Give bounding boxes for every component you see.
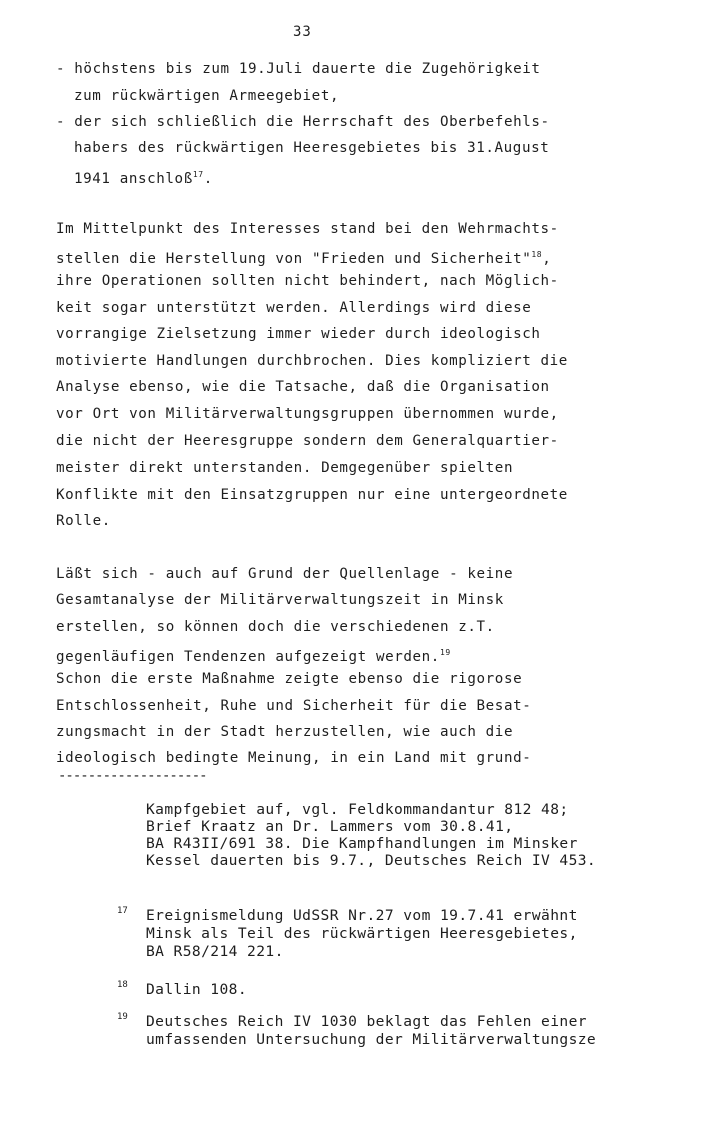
text-line: habers des rückwärtigen Heeresgebietes bis 31.August	[74, 140, 550, 156]
text-line: motivierte Handlungen durchbrochen. Dies kompliziert die	[56, 353, 568, 369]
footnote-line: Minsk als Teil des rückwärtigen Heeresgebietes,	[146, 925, 578, 942]
text-line: vorrangige Zielsetzung immer wieder durch ideologisch	[56, 326, 541, 342]
text-line: meister direkt unterstanden. Demgegenüber spielten	[56, 460, 514, 476]
footnote-ref: 19	[439, 648, 451, 657]
text-line: vor Ort von Militärverwaltungsgruppen übernommen wurde,	[56, 406, 559, 422]
footnote-ref: 18	[531, 250, 543, 259]
footnote-ref: 17	[192, 170, 204, 179]
text-line: Im Mittelpunkt des Interesses stand bei den Wehrmachts-	[56, 221, 559, 237]
footnote-line: Ereignismeldung UdSSR Nr.27 vom 19.7.41 erwähnt	[146, 907, 578, 924]
text-line: stellen die Herstellung von "Frieden und Sicherheit"$^{18}$,	[56, 250, 552, 267]
text-line: 1941 anschloß$^{17}$.	[74, 170, 213, 187]
text-line: - höchstens bis zum 19.Juli dauerte die Zugehörigkeit	[56, 61, 541, 77]
text-line: Analyse ebenso, wie die Tatsache, daß die Organisation	[56, 379, 550, 395]
footnote-number: 19	[117, 1012, 128, 1022]
footnote-number: 18	[117, 980, 128, 990]
text-line: zum rückwärtigen Armeegebiet,	[74, 88, 340, 104]
text-line: gegenläufigen Tendenzen aufgezeigt werden.$^{19}$	[56, 648, 451, 665]
text-line: ideologisch bedingte Meinung, in ein Land mit grund-	[56, 750, 532, 766]
footnote-separator: --------------------	[58, 768, 207, 784]
text-line: keit sogar unterstützt werden. Allerdings wird diese	[56, 300, 532, 316]
text-line: Läßt sich - auch auf Grund der Quellenlage - keine	[56, 566, 514, 582]
text-line: ihre Operationen sollten nicht behindert, nach Möglich-	[56, 273, 559, 289]
text-line: - der sich schließlich die Herrschaft des Oberbefehls-	[56, 114, 550, 130]
footnote-line: BA R43II/691 38. Die Kampfhandlungen im Minsker	[146, 835, 578, 852]
footnote-number: 17	[117, 906, 128, 916]
text-line: die nicht der Heeresgruppe sondern dem Generalquartier-	[56, 433, 559, 449]
footnote-line: umfassenden Untersuchung der Militärverwaltungsze	[146, 1031, 597, 1048]
footnote-line: Deutsches Reich IV 1030 beklagt das Fehlen einer	[146, 1013, 587, 1030]
footnote-line: Brief Kraatz an Dr. Lammers vom 30.8.41,	[146, 818, 514, 835]
text-line: Entschlossenheit, Ruhe und Sicherheit für die Besat-	[56, 698, 532, 714]
page-number: 33	[293, 24, 312, 40]
text-line: Schon die erste Maßnahme zeigte ebenso die rigorose	[56, 671, 523, 687]
footnote-line: BA R58/214 221.	[146, 943, 284, 960]
footnote-line: Kampfgebiet auf, vgl. Feldkommandantur 812 48;	[146, 801, 569, 818]
text-line: zungsmacht in der Stadt herzustellen, wie auch die	[56, 724, 514, 740]
text-line: erstellen, so können doch die verschiedenen z.T.	[56, 619, 495, 635]
text-line: Konflikte mit den Einsatzgruppen nur eine untergeordnete	[56, 487, 568, 503]
text-line: Rolle.	[56, 513, 111, 529]
footnote-line: Kessel dauerten bis 9.7., Deutsches Reich IV 453.	[146, 852, 597, 869]
text-line: Gesamtanalyse der Militärverwaltungszeit in Minsk	[56, 592, 504, 608]
footnote-line: Dallin 108.	[146, 981, 248, 998]
